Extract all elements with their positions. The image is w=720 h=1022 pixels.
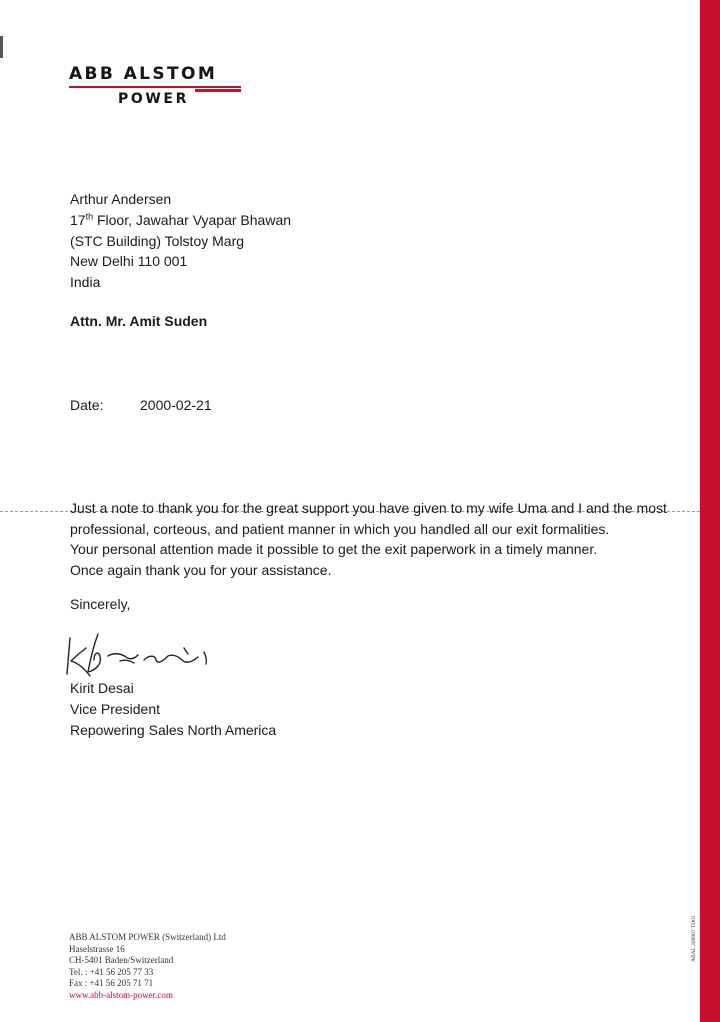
signer-name: Kirit Desai [70,680,134,696]
recipient-name: Arthur Andersen [70,191,172,207]
footer-company-info [69,932,226,1001]
letter-body [70,498,690,580]
red-edge-bar [700,0,720,1022]
body-line-1: Just a note to thank you for the great support you have given to my wife Uma and I and the most [70,500,667,516]
recipient-address-line2: (STC Building) Tolstoy Marg [70,232,245,249]
floor-number: 17 [70,211,86,228]
body-line-3: Your personal attention made it possible to get the exit paperwork in a timely manner. [70,541,598,557]
recipient-address-line1 [70,210,291,231]
handwritten-signature [64,630,214,682]
closing: Sincerely, [70,596,131,612]
body-line-2: professional, corteous, and patient manner in which you handled all our exit formalities. [70,520,610,537]
company-logo-subtitle: POWER [118,91,189,107]
address-line1-rest: Floor, Jawahar Vyapar Bhawan [93,211,292,228]
company-logo-name: ABB ALSTOM [69,64,218,84]
footer-company: ABB ALSTOM POWER (Switzerland) Ltd [69,932,226,942]
footer-fax: Fax : +41 56 205 71 71 [69,978,154,988]
body-line-4: Once again thank you for your assistance. [70,561,332,578]
scan-edge-mark [0,36,3,58]
date-value: 2000-02-21 [140,397,212,413]
signer-department: Repowering Sales North America [70,721,277,738]
recipient-address [70,189,291,293]
footer-website-link[interactable]: www.abb-alstom-power.com [69,989,173,1000]
logo-rule [69,86,241,88]
attention-line: Attn. Mr. Amit Suden [70,313,208,329]
footer-tel: Tel. : +41 56 205 77 33 [69,966,154,977]
floor-ordinal-suffix: th [85,211,94,222]
footer-city: CH-5401 Baden/Switzerland [69,955,174,965]
recipient-address-line3: New Delhi 110 001 [70,253,188,270]
side-document-code: ABAL 200007 TD01 [691,915,697,962]
date-label: Date: [70,397,104,413]
logo-rule-accent [195,89,241,92]
signer-title: Vice President [70,700,161,717]
signer-block [70,678,276,740]
recipient-country: India [70,274,101,291]
footer-street: Haselstrasse 16 [69,943,125,954]
